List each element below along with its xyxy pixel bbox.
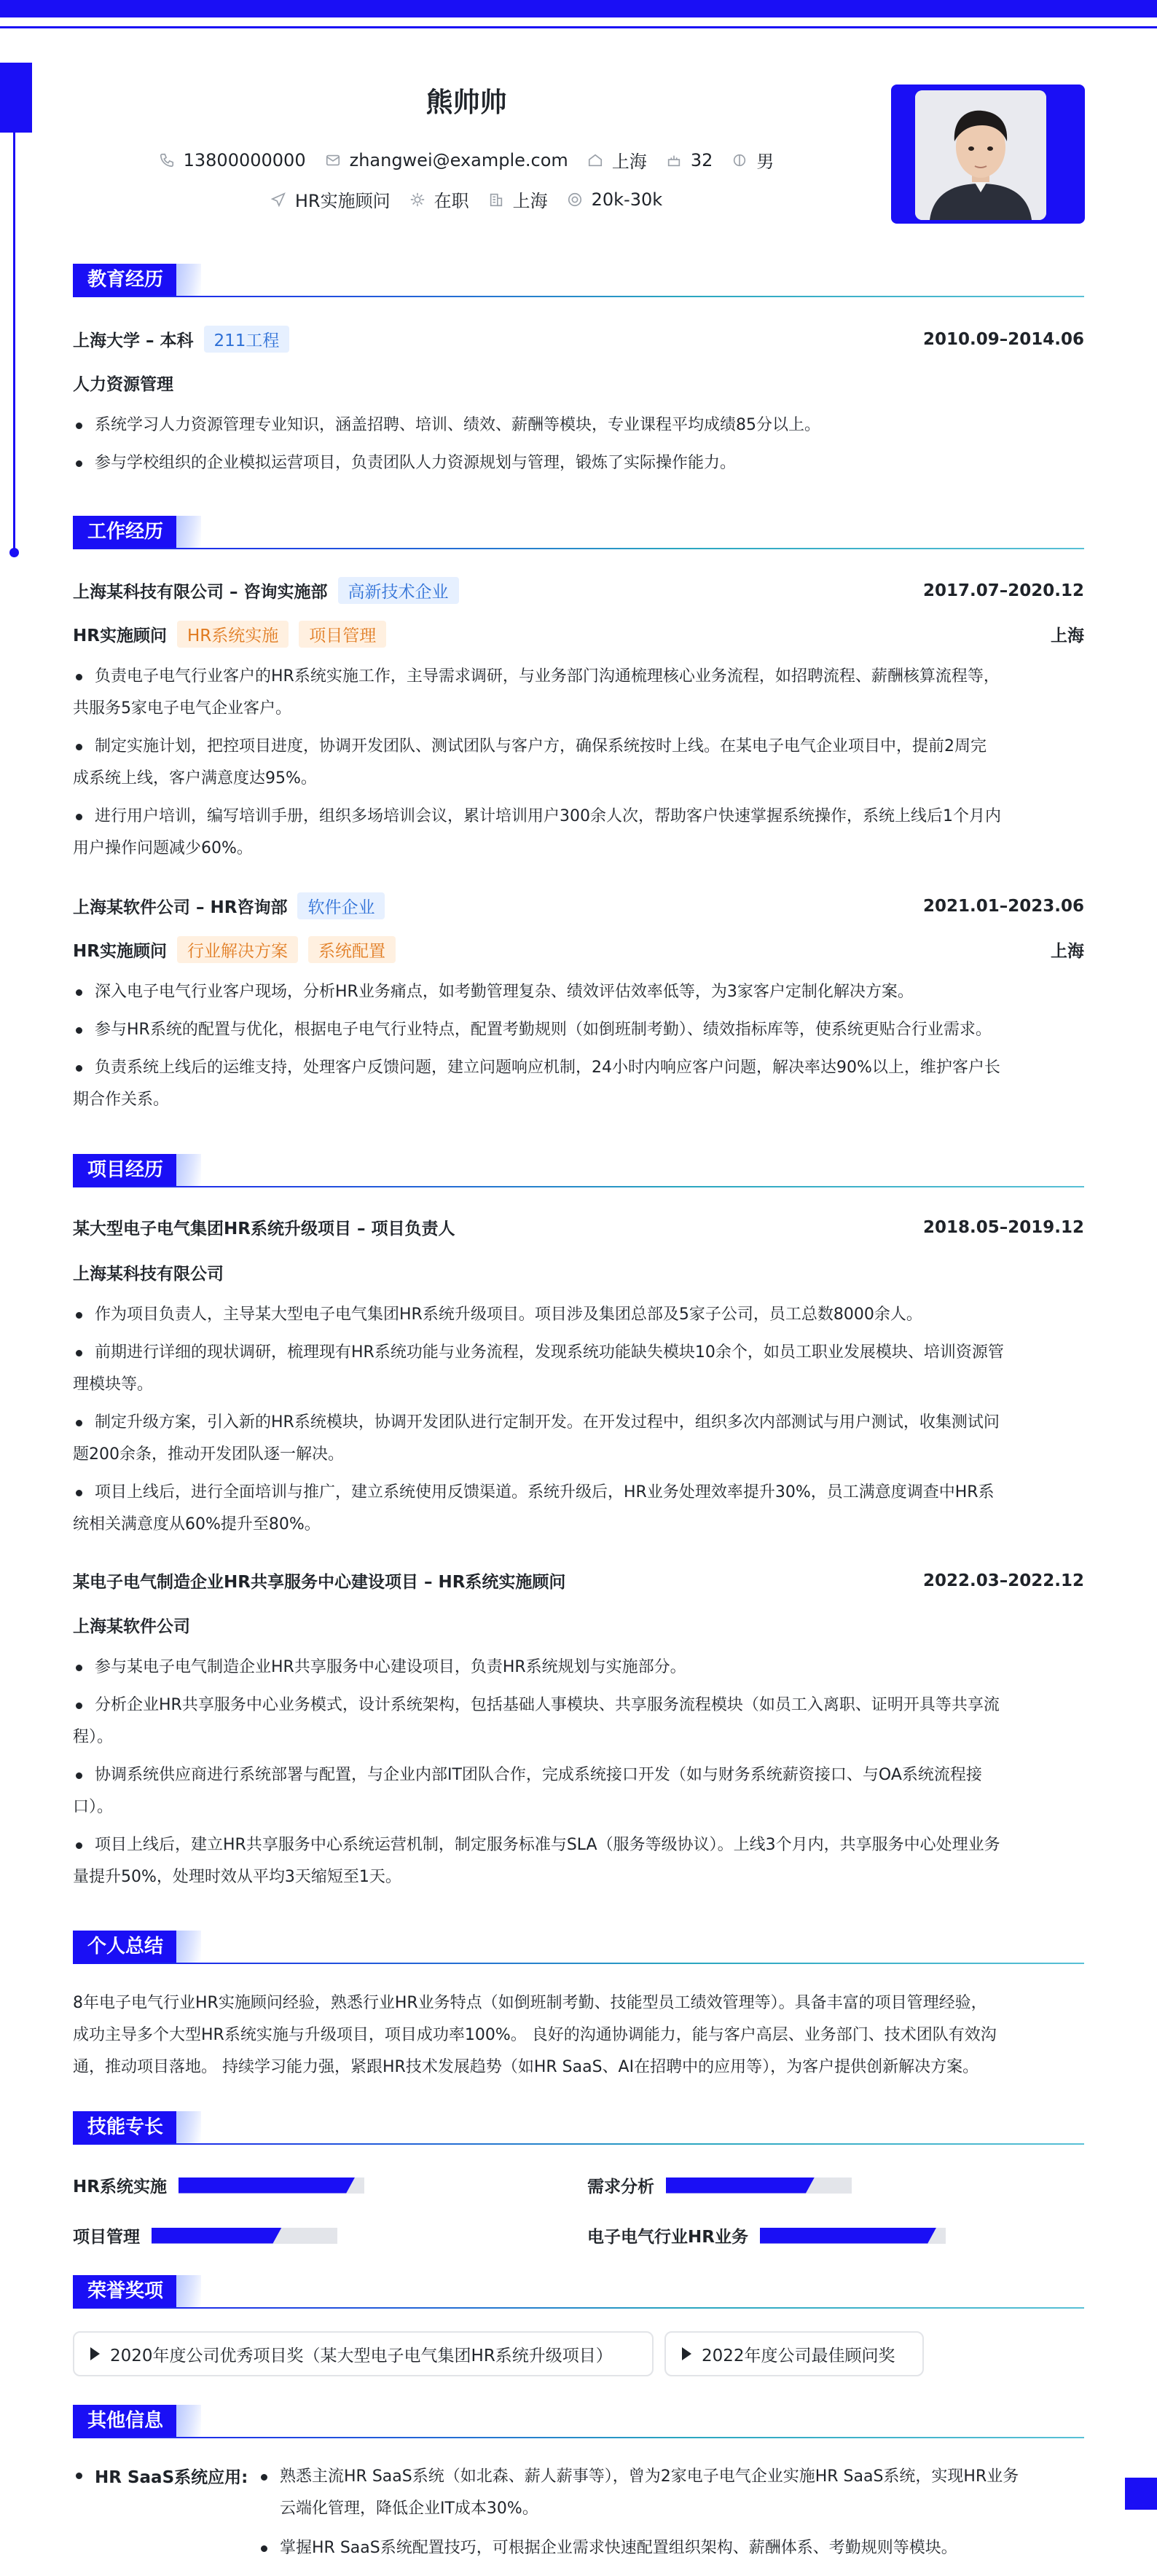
work-bullet: 负责系统上线后的运维支持，处理客户反馈问题，建立问题响应机制，24小时内响应客户问题，解决率达90%以上，维护客户长 (73, 1052, 1086, 1084)
work-bullet: 负责电子电气行业客户的HR系统实施工作，主导需求调研，与业务部门沟通梳理核心业务流程，如招聘流程、薪酬核算流程等， (73, 661, 1086, 693)
skill-level-fill (666, 2178, 815, 2194)
honor-card (73, 2331, 654, 2376)
project-bullet-cont: 口）。 (73, 1798, 114, 1816)
work-bullet: 制定实施计划，把控项目进度，协调开发团队、测试团队与客户方，确保系统按时上线。在某电子电气企业项目中，提前2周完 (73, 731, 1086, 763)
project-bullet: 制定升级方案，引入新的HR系统模块，协调开发团队进行定制开发。在开发过程中，组织多次内部测试与用户测试，收集测试问 (73, 1407, 1086, 1439)
work-city: 上海 (1051, 942, 1084, 961)
position-item (270, 186, 391, 212)
role-skill-tag: 系统配置 (308, 936, 396, 963)
profile-photo (915, 90, 1046, 220)
work-role-row (73, 621, 1084, 648)
company-name: 上海某科技有限公司 – 咨询实施部 (73, 583, 328, 602)
skill-level-bar (760, 2228, 946, 2244)
status-text: 在职 (434, 191, 469, 211)
project-bullet-cont: 量提升50%，处理时效从平均3天缩短至1天。 (73, 1868, 401, 1886)
honor-text: 2022年度公司最佳顾问奖 (702, 2346, 895, 2365)
work-bullet-cont: 共服务5家电子电气企业客户。 (73, 699, 291, 718)
section-other (73, 2405, 1084, 2437)
side-accent-line (13, 133, 15, 552)
section-title: 荣誉奖项 (73, 2275, 178, 2307)
section-education (73, 264, 1084, 296)
section-title-fade (176, 2111, 201, 2143)
section-title-fade (176, 516, 201, 548)
city-item (587, 147, 647, 173)
skill-level-bar (152, 2228, 337, 2244)
section-title: 技能专长 (73, 2111, 178, 2143)
phone-icon (159, 152, 175, 168)
mail-icon (325, 152, 341, 168)
skill-name: 需求分析 (587, 2178, 654, 2196)
section-title: 教育经历 (73, 264, 178, 296)
work-city: 上海 (1051, 627, 1084, 645)
skill-level-fill (179, 2178, 355, 2194)
city-text: 上海 (611, 152, 647, 172)
phone-item (159, 150, 306, 170)
section-rule (73, 1963, 1084, 1964)
contact-row (73, 147, 860, 173)
summary-line: 成功主导多个大型HR系统实施与升级项目，项目成功率100%。 良好的沟通协调能力，能与客户高层、业务部门、技术团队有效沟 (73, 2026, 997, 2044)
email-item (325, 150, 568, 170)
other-item-cont: 云端化管理，降低企业IT成本30%。 (280, 2500, 538, 2518)
role-skill-tag: 项目管理 (299, 621, 386, 648)
honor-card (664, 2331, 924, 2376)
section-title: 其他信息 (73, 2405, 178, 2437)
position-text: HR实施顾问 (294, 191, 391, 211)
age-item (666, 150, 713, 170)
candidate-name: 熊帅帅 (425, 87, 507, 118)
project-date: 2022.03–2022.12 (922, 1571, 1084, 1590)
project-bullet-cont: 程）。 (73, 1728, 114, 1746)
section-summary (73, 1931, 1084, 1963)
skill-item (587, 2173, 852, 2197)
skill-name: HR系统实施 (73, 2178, 167, 2196)
company-tag: 软件企业 (297, 892, 385, 919)
company-tag: 高新技术企业 (338, 577, 459, 604)
cake-icon (666, 152, 682, 168)
skill-item (73, 2223, 337, 2247)
skill-level-fill (152, 2228, 282, 2244)
skill-level-bar (179, 2178, 364, 2194)
summary-line: 8年电子电气行业HR实施顾问经验，熟悉行业HR业务特点（如倒班制考勤、技能型员工绩效管理等）。具备丰富的项目管理经验， (73, 1994, 987, 2012)
role-name: HR实施顾问 (73, 942, 167, 961)
project-bullet-cont: 理模块等。 (73, 1375, 154, 1394)
skill-name: 项目管理 (73, 2228, 140, 2247)
project-bullet: 协调系统供应商进行系统部署与配置，与企业内部IT团队合作，完成系统接口开发（如与财务系统薪资接口、与OA系统流程接 (73, 1759, 1086, 1791)
project-title: 某大型电子电气集团HR系统升级项目 – 项目负责人 (73, 1220, 455, 1238)
target-city-text: 上海 (512, 191, 548, 211)
project-bullet: 参与某电子电气制造企业HR共享服务中心建设项目，负责HR系统规划与实施部分。 (73, 1652, 1086, 1684)
work-bullet-cont: 用户操作问题减少60%。 (73, 839, 253, 857)
other-label: HR SaaS系统应用: (73, 2464, 248, 2488)
work-date: 2021.01–2023.06 (922, 896, 1084, 916)
gender-icon (732, 152, 748, 168)
project-bullet-cont: 题200余条，推动开发团队逐一解决。 (73, 1445, 344, 1464)
education-row (73, 326, 1084, 353)
project-bullet: 项目上线后，建立HR共享服务中心系统运营机制，制定服务标准与SLA（服务等级协议）。上线3个月内，共享服务中心处理业务 (73, 1829, 1086, 1861)
role-name: HR实施顾问 (73, 627, 167, 645)
coin-icon (567, 192, 583, 208)
work-company-row (73, 577, 1084, 604)
age-text: 32 (690, 149, 713, 170)
section-title: 工作经历 (73, 516, 178, 548)
side-accent-dot (9, 548, 19, 557)
education-bullet: 系统学习人力资源管理专业知识，涵盖招聘、培训、绩效、薪酬等模块，专业课程平均成绩85分以上。 (73, 409, 1086, 441)
skill-name: 电子电气行业HR业务 (587, 2228, 748, 2247)
corner-accent-block (1125, 2478, 1157, 2510)
top-accent-bar (0, 0, 1157, 17)
education-bullet: 参与学校组织的企业模拟运营项目，负责团队人力资源规划与管理，锻炼了实际操作能力。 (73, 447, 1086, 479)
project-bullet: 作为项目负责人，主导某大型电子电气集团HR系统升级项目。项目涉及集团总部及5家子公司，员工总数8000余人。 (73, 1299, 1086, 1331)
project-company: 上海某科技有限公司 (73, 1265, 224, 1284)
skill-item (587, 2223, 946, 2247)
section-rule (73, 548, 1084, 549)
section-rule (73, 2143, 1084, 2145)
section-title-fade (176, 2405, 201, 2437)
section-title-fade (176, 2275, 201, 2307)
school-name: 上海大学 – 本科 (73, 331, 194, 350)
role-skill-tag: 行业解决方案 (177, 936, 298, 963)
section-rule (73, 2437, 1084, 2438)
work-role-row (73, 936, 1084, 963)
section-work (73, 516, 1084, 548)
school-tag: 211工程 (204, 326, 290, 353)
section-rule (73, 2307, 1084, 2309)
home-icon (587, 152, 603, 168)
section-title-fade (176, 1931, 201, 1963)
status-item (409, 186, 469, 212)
work-bullet: 深入电子电气行业客户现场，分析HR业务痛点，如考勤管理复杂、绩效评估效率低等，为3家客户定制化解决方案。 (73, 976, 1086, 1008)
project-bullet: 前期进行详细的现状调研，梳理现有HR系统功能与业务流程，发现系统功能缺失模块10余个，如员工职业发展模块、培训资源管 (73, 1337, 1086, 1369)
project-bullet: 分析企业HR共享服务中心业务模式，设计系统架构，包括基础人事模块、共享服务流程模块（如员工入离职、证明开具等共享流 (73, 1689, 1086, 1721)
building-icon (488, 192, 504, 208)
section-project (73, 1154, 1084, 1186)
salary-item (567, 189, 663, 210)
education-date: 2010.09–2014.06 (922, 329, 1084, 349)
portrait-illustration (915, 90, 1046, 220)
section-title-fade (176, 264, 201, 296)
top-accent-line (0, 26, 1157, 28)
email-text: zhangwei@example.com (349, 149, 568, 170)
summary-line: 通，推动项目落地。 持续学习能力强，紧跟HR技术发展趋势（如HR SaaS、AI在招聘中的应用等），为客户提供创新解决方案。 (73, 2058, 979, 2076)
section-title: 项目经历 (73, 1154, 178, 1186)
job-intent-row (73, 186, 860, 212)
section-title: 个人总结 (73, 1931, 178, 1963)
work-company-row (73, 892, 1084, 919)
gender-text: 男 (756, 152, 774, 172)
project-title: 某电子电气制造企业HR共享服务中心建设项目 – HR系统实施顾问 (73, 1573, 566, 1592)
gear-icon (409, 192, 425, 208)
project-date: 2018.05–2019.12 (922, 1217, 1084, 1237)
work-bullet: 进行用户培训，编写培训手册，组织多场培训会议，累计培训用户300余人次，帮助客户快速掌握系统操作，系统上线后1个月内 (73, 801, 1086, 833)
section-rule (73, 296, 1084, 297)
other-item: 熟悉主流HR SaaS系统（如北森、薪人薪事等），曾为2家电子电气企业实施HR SaaS系统，实现HR业务 (258, 2461, 1086, 2493)
project-title-row (73, 1568, 1084, 1593)
skill-level-bar (666, 2178, 852, 2194)
project-title-row (73, 1215, 1084, 1239)
project-company: 上海某软件公司 (73, 1617, 190, 1636)
other-item: 掌握HR SaaS系统配置技巧，可根据企业需求快速配置组织架构、薪酬体系、考勤规则等模块。 (258, 2532, 1086, 2564)
gender-item (732, 147, 774, 173)
section-skills (73, 2111, 1084, 2143)
salary-text: 20k-30k (591, 189, 663, 210)
skill-item (73, 2173, 364, 2197)
work-bullet-cont: 成系统上线，客户满意度达95%。 (73, 769, 317, 788)
skill-level-fill (760, 2228, 936, 2244)
phone-text: 13800000000 (183, 149, 306, 170)
work-bullet-cont: 期合作关系。 (73, 1091, 170, 1109)
play-icon (90, 2347, 100, 2360)
section-rule (73, 1186, 1084, 1187)
project-bullet: 项目上线后，进行全面培训与推广，建立系统使用反馈渠道。系统升级后，HR业务处理效率提升30%，员工满意度调查中HR系 (73, 1477, 1086, 1509)
resume-header (73, 73, 1086, 226)
section-honors (73, 2275, 1084, 2307)
role-skill-tag: HR系统实施 (177, 621, 289, 648)
project-bullet-cont: 统相关满意度从60%提升至80%。 (73, 1515, 321, 1534)
target-city-item (488, 186, 548, 212)
profile-photo-frame (891, 85, 1085, 224)
work-date: 2017.07–2020.12 (922, 581, 1084, 600)
company-name: 上海某软件公司 – HR咨询部 (73, 898, 288, 917)
side-accent-block (0, 63, 32, 133)
play-icon (682, 2347, 691, 2360)
education-major: 人力资源管理 (73, 375, 173, 394)
section-title-fade (176, 1154, 201, 1186)
honor-text: 2020年度公司优秀项目奖（某大型电子电气集团HR系统升级项目） (110, 2346, 613, 2365)
work-bullet: 参与HR系统的配置与优化，根据电子电气行业特点，配置考勤规则（如倒班制考勤）、绩效指标库等，使系统更贴合行业需求。 (73, 1014, 1086, 1046)
send-icon (270, 192, 286, 208)
